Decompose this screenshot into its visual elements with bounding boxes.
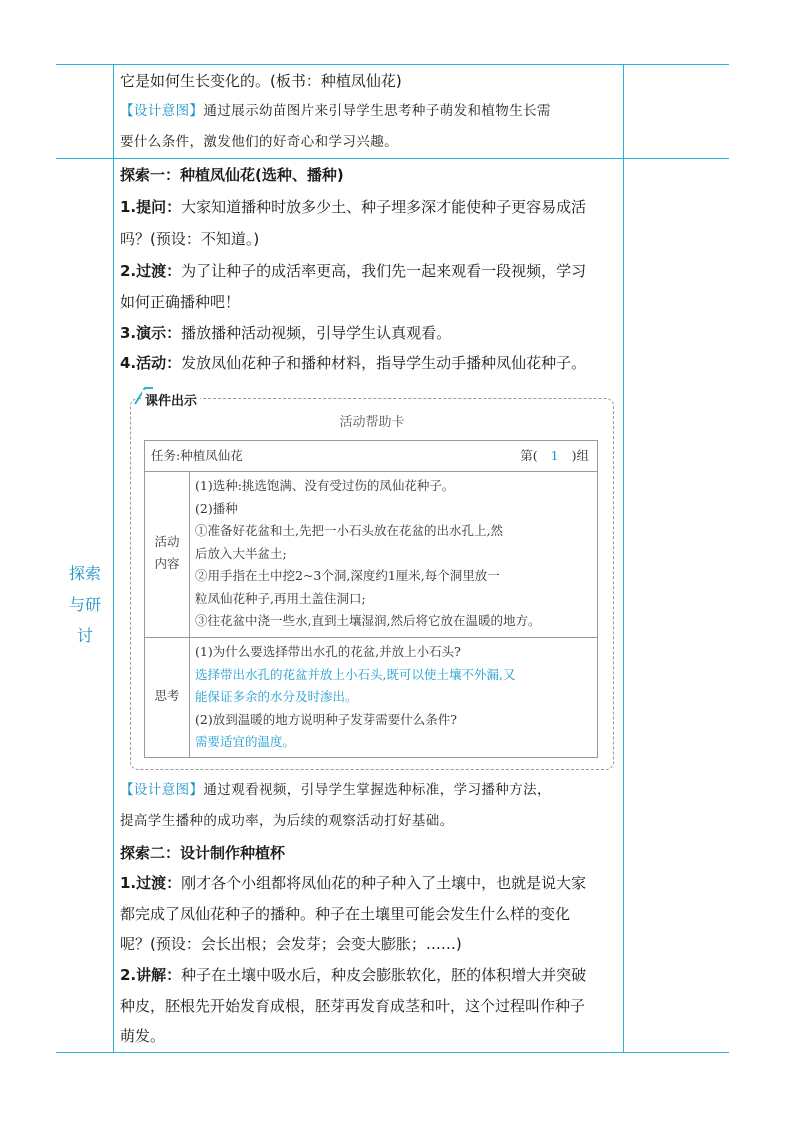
design-intent-1 — [120, 96, 618, 126]
explore2-step-2: 2.讲解：种子在土壤中吸水后，种皮会膨胀软化，胚的体积增大并突破 — [120, 966, 587, 984]
intent-text: 通过展示幼苗图片来引导学生思考种子萌发和植物生长需 — [203, 103, 551, 119]
activity-label: 活动 内容 — [154, 534, 180, 571]
table-bottom-border — [56, 1052, 729, 1053]
courseware-label: 课件出示 — [142, 390, 200, 409]
think-answer: 需要适宜的温度。 — [195, 734, 296, 749]
think-question: (1)为什么要选择带出水孔的花盆,并放上小石头? — [195, 644, 461, 659]
explore2-step-1-cont: 都完成了凤仙花种子的播种。种子在土壤里可能会发生什么样的变化 — [120, 905, 571, 923]
explore1-step-1-cont: 吗？(预设：不知道。) — [120, 230, 260, 248]
design-intent-2 — [120, 775, 618, 805]
group-number: 1 — [550, 448, 559, 463]
card-col-divider — [189, 471, 190, 757]
think-answer: 能保证多余的水分及时渗出。 — [195, 689, 358, 704]
explore1-step-2-cont: 如何正确播种吧！ — [120, 293, 241, 311]
explore2-step-2-cont: 种皮，胚根先开始发育成根，胚芽再发育成茎和叶，这个过程叫作种子 — [120, 997, 586, 1015]
table-row-divider — [56, 158, 729, 159]
intent-tag: 【设计意图】 — [120, 782, 204, 798]
explore2-step-1: 1.过渡：刚才各个小组都将凤仙花的种子种入了土壤中，也就是说大家 — [120, 874, 587, 892]
table-col-divider-left — [113, 64, 114, 1052]
design-intent-2-cont: 提高学生播种的成功率，为后续的观察活动打好基础。 — [120, 813, 454, 829]
explore1-step-3: 3.演示：播放播种活动视频，引导学生认真观看。 — [120, 324, 452, 342]
card-row-divider — [145, 471, 597, 472]
intent-tag: 【设计意图】 — [120, 103, 204, 119]
task-value: 种植凤仙花 — [180, 448, 243, 463]
card-row-divider — [145, 637, 597, 638]
activity-content: (1)选种:挑选饱满、没有受过伤的凤仙花种子。 (2)播种 ①准备好花盆和土,先把一小石头放在花盆的出水孔上,然 后放入大半盆土; ②用手指在土中挖2~3个洞,深度约1厘米,每个洞里放一 粒凤仙花种子,再用土盖住洞口; ③往花盆中浇一些水,直到土壤湿润,然后将它放在温暖的地方。 — [195, 478, 541, 628]
card-title: 活动帮助卡 — [339, 415, 405, 430]
table-top-border — [56, 64, 729, 65]
explore1-step-1: 1.提问：大家知道播种时放多少土、种子埋多深才能使种子更容易成活 — [120, 198, 587, 216]
think-question: (2)放到温暖的地方说明种子发芽需要什么条件? — [195, 711, 457, 727]
think-label: 思考 — [154, 688, 180, 703]
think-content — [195, 641, 595, 754]
task-label: 任务: — [151, 448, 181, 463]
explore2-heading: 探索二：设计制作种植杯 — [120, 844, 286, 862]
explore1-step-2: 2.过渡：为了让种子的成活率更高，我们先一起来观看一段视频，学习 — [120, 262, 587, 280]
design-intent-1-cont: 要什么条件，激发他们的好奇心和学习兴趣。 — [120, 134, 398, 150]
section-label — [60, 558, 110, 651]
explore2-step-1-cont: 呢？(预设：会长出根；会发芽；会变大膨胀；……) — [120, 935, 462, 953]
activity-help-card — [144, 440, 598, 758]
explore2-step-2-cont: 萌发。 — [120, 1027, 166, 1045]
intent-text: 通过观看视频，引导学生掌握选种标准，学习播种方法， — [203, 782, 551, 798]
explore1-step-4: 4.活动：发放凤仙花种子和播种材料，指导学生动手播种凤仙花种子。 — [120, 354, 587, 372]
section-label-line: 讨 — [76, 626, 93, 645]
explore1-heading: 探索一：种植凤仙花(选种、播种) — [120, 166, 344, 184]
top-line: 它是如何生长变化的。(板书：种植凤仙花) — [120, 72, 402, 90]
think-answer: 选择带出水孔的花盆并放上小石头,既可以使土壤不外漏,又 — [195, 666, 516, 682]
table-col-divider-right — [623, 64, 624, 1052]
task-row — [151, 445, 243, 467]
section-label-line: 与研 — [68, 595, 101, 614]
section-label-line: 探索 — [68, 564, 101, 583]
group-field: 第( 1 )组 — [520, 445, 589, 467]
